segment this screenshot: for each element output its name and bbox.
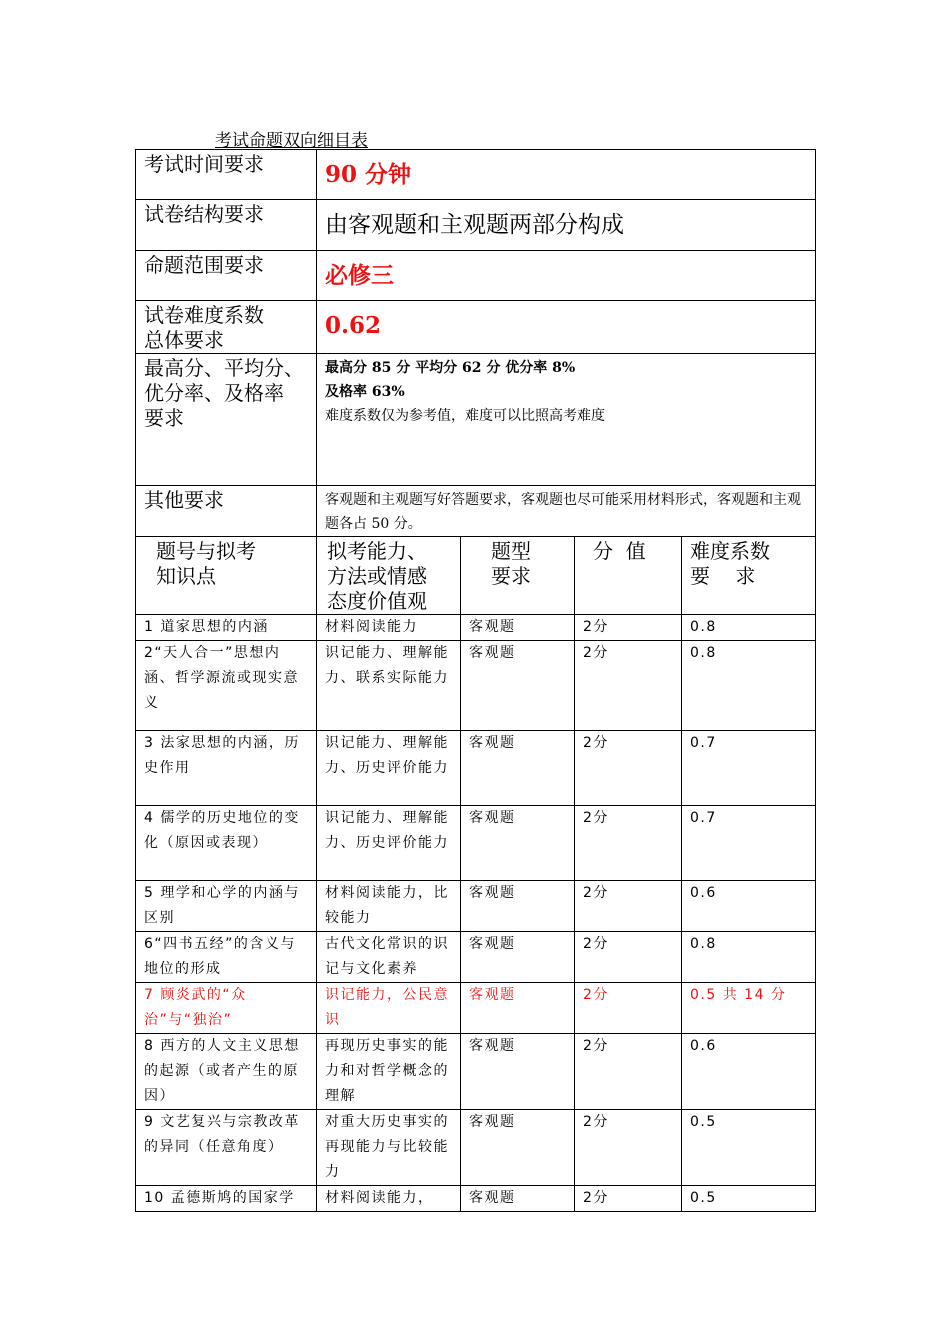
table-row xyxy=(136,1186,816,1212)
cell-score: 2分 xyxy=(575,932,682,983)
cell-type: 客观题 xyxy=(461,1110,575,1186)
cell-topic: 10 孟德斯鸠的国家学 xyxy=(136,1186,317,1212)
col-header-ability: 拟考能力、 方法或情感 态度价值观 xyxy=(317,537,461,615)
cell-type: 客观题 xyxy=(461,983,575,1034)
table-row xyxy=(136,731,816,806)
cell-ability: 识记能力、理解能力、历史评价能力 xyxy=(317,731,461,806)
cell-type: 客观题 xyxy=(461,615,575,641)
col-header-score: 分 值 xyxy=(575,537,682,615)
scores-line-2: 及格率 63% xyxy=(325,384,405,400)
scope-value: 必修三 xyxy=(317,251,816,301)
cell-topic: 8 西方的人文主义思想的起源（或者产生的原因） xyxy=(136,1034,317,1110)
table-row xyxy=(136,1110,816,1186)
cell-type: 客观题 xyxy=(461,1034,575,1110)
cell-difficulty: 0.7 xyxy=(682,731,816,806)
cell-type: 客观题 xyxy=(461,731,575,806)
scores-label: 最高分、平均分、 优分率、及格率 要求 xyxy=(136,354,317,486)
cell-ability: 再现历史事实的能力和对哲学概念的理解 xyxy=(317,1034,461,1110)
cell-type: 客观题 xyxy=(461,932,575,983)
cell-ability: 识记能力、理解能力、联系实际能力 xyxy=(317,641,461,731)
cell-score: 2分 xyxy=(575,806,682,881)
cell-difficulty: 0.5 共 14 分 xyxy=(682,983,816,1034)
col-header-type: 题型 要求 xyxy=(461,537,575,615)
cell-type: 客观题 xyxy=(461,641,575,731)
difficulty-label: 试卷难度系数 总体要求 xyxy=(136,301,317,354)
cell-score: 2分 xyxy=(575,731,682,806)
scope-label: 命题范围要求 xyxy=(136,251,317,301)
table-row xyxy=(136,932,816,983)
cell-difficulty: 0.6 xyxy=(682,1034,816,1110)
difficulty-value: 0.62 xyxy=(317,301,816,354)
cell-topic: 7 顾炎武的“众治”与“独治” xyxy=(136,983,317,1034)
cell-difficulty: 0.8 xyxy=(682,932,816,983)
time-value: 90 分钟 xyxy=(317,150,816,200)
cell-difficulty: 0.8 xyxy=(682,641,816,731)
scores-line-1: 最高分 85 分 平均分 62 分 优分率 8% xyxy=(325,360,576,376)
spec-table xyxy=(135,149,816,1212)
table-row xyxy=(136,1034,816,1110)
cell-topic: 6“四书五经”的含义与地位的形成 xyxy=(136,932,317,983)
cell-difficulty: 0.6 xyxy=(682,881,816,932)
cell-type: 客观题 xyxy=(461,1186,575,1212)
cell-ability: 材料阅读能力，比较能力 xyxy=(317,881,461,932)
cell-ability: 材料阅读能力， xyxy=(317,1186,461,1212)
structure-label: 试卷结构要求 xyxy=(136,200,317,251)
cell-topic: 9 文艺复兴与宗教改革的异同（任意角度） xyxy=(136,1110,317,1186)
scores-line-3: 难度系数仅为参考值，难度可以比照高考难度 xyxy=(325,408,605,424)
col-header-topic: 题号与拟考 知识点 xyxy=(136,537,317,615)
cell-ability: 识记能力、理解能力、历史评价能力 xyxy=(317,806,461,881)
cell-type: 客观题 xyxy=(461,806,575,881)
cell-score: 2分 xyxy=(575,1186,682,1212)
cell-topic: 4 儒学的历史地位的变化（原因或表现） xyxy=(136,806,317,881)
scope-row xyxy=(136,251,816,301)
table-row xyxy=(136,806,816,881)
table-row xyxy=(136,983,816,1034)
cell-score: 2分 xyxy=(575,1110,682,1186)
difficulty-row xyxy=(136,301,816,354)
cell-topic: 3 法家思想的内涵，历史作用 xyxy=(136,731,317,806)
structure-row xyxy=(136,200,816,251)
cell-score: 2分 xyxy=(575,881,682,932)
page-title: 考试命题双向细目表 xyxy=(215,131,368,151)
other-row xyxy=(136,486,816,537)
structure-value: 由客观题和主观题两部分构成 xyxy=(317,200,816,251)
cell-score: 2分 xyxy=(575,641,682,731)
cell-topic: 2“天人合一”思想内涵、哲学源流或现实意义 xyxy=(136,641,317,731)
cell-ability: 古代文化常识的识记与文化素养 xyxy=(317,932,461,983)
cell-type: 客观题 xyxy=(461,881,575,932)
time-row xyxy=(136,150,816,200)
other-value: 客观题和主观题写好答题要求，客观题也尽可能采用材料形式，客观题和主观题各占 50 分。 xyxy=(317,486,816,537)
table-row xyxy=(136,881,816,932)
col-header-difficulty: 难度系数 要 求 xyxy=(682,537,816,615)
cell-ability: 识记能力，公民意识 xyxy=(317,983,461,1034)
table-row xyxy=(136,641,816,731)
cell-ability: 对重大历史事实的再现能力与比较能力 xyxy=(317,1110,461,1186)
cell-difficulty: 0.8 xyxy=(682,615,816,641)
cell-ability: 材料阅读能力 xyxy=(317,615,461,641)
item-rows xyxy=(136,615,816,1212)
cell-difficulty: 0.7 xyxy=(682,806,816,881)
time-label: 考试时间要求 xyxy=(136,150,317,200)
cell-score: 2分 xyxy=(575,1034,682,1110)
cell-score: 2分 xyxy=(575,615,682,641)
column-header-row xyxy=(136,537,816,615)
scores-value xyxy=(317,354,816,486)
table-row xyxy=(136,615,816,641)
cell-difficulty: 0.5 xyxy=(682,1110,816,1186)
scores-row xyxy=(136,354,816,486)
cell-topic: 5 理学和心学的内涵与区别 xyxy=(136,881,317,932)
cell-topic: 1 道家思想的内涵 xyxy=(136,615,317,641)
other-label: 其他要求 xyxy=(136,486,317,537)
cell-score: 2分 xyxy=(575,983,682,1034)
cell-difficulty: 0.5 xyxy=(682,1186,816,1212)
